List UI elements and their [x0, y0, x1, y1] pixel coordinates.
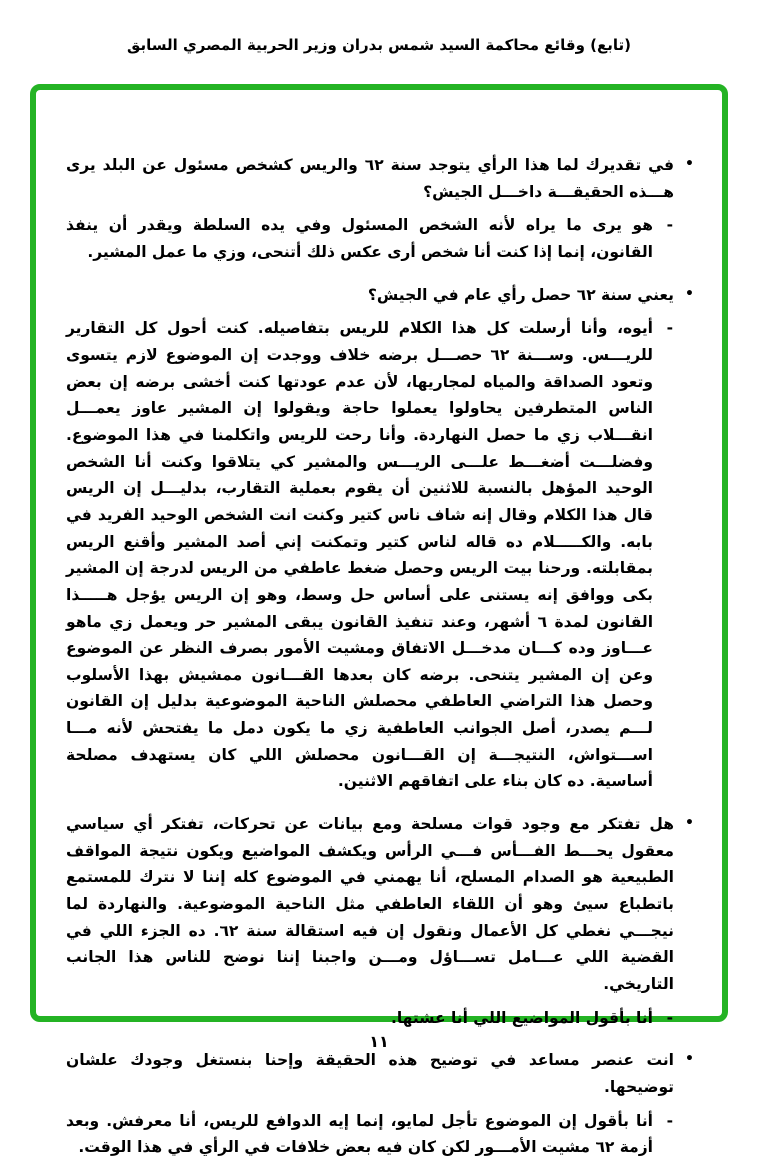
qa-text: انت عنصر مساعد في توضيح هذه الحقيقة وإحنا بنستغل وجودك علشان توضيحها. — [66, 1051, 674, 1096]
qa-text: أيوه، وأنا أرسلت كل هذا الكلام للريس بتفاصيله. كنت أحول كل التقارير للريـــس. وســـنة ٦٢ حصـــل برضه خلاف ووجدت إن الموضوع لازم يتسوى وتعود الصداقة والمياه لمجاريها، لأن عدم عودتها كنت أخشى برضه إن بعض الناس المتطرفين يحاولوا يعملوا حاجة ويقولوا إن المشير عاوز يعمـــل انقـــلاب زي ما حصل النهاردة. وأنا رحت للريس واتكلمنا في هذا الموضوع. وفضلـــت أضغـــط علـــى الريـــس والمشير كي يتلاقوا وكنت أنا الشخص الوحيد المؤهل بالنسبة للاثنين أن يقوم بعملية التقارب، بدليـــل إن الريس قال هذا الكلام وقال إنه شاف ناس كتير وكنت انت الشخص الوحيد الفريد في بابه. والكـــــلام ده قاله لناس كتير وتمكنت إني أصد المشير وأقنع الريس بمقابلته. ورحنا بيت الريس وحصل ضغط عاطفي من الريس لدرجة إن المشير بكى ووافق إنه يستنى على أساس حل وسط، وهو إن الريس يؤجل هـــــذا القانون لمدة ٦ أشهر، وعند تنفيذ القانون يبقى المشير حر ويعمل زي ماهو عـــاوز وده كـــان مدخـــل الاتفاق ومشيت الأمور بصرف النظر عن الموضوع وعن إن المشير يتنحى. برضه كان بعدها القـــانون ممشيش بهذا الأسلوب وحصل هذا التراضي العاطفي محصلش الناحية الموضوعية بدليل إن القانون لـــم يصدر، أصل الجوانب العاطفية زي ما يكون دمل ما يفتحش لأنه مـــا اســـتواش، النتيجـــة إن القـــانون محصلش اللي كان يستهدف مصلحة أساسية. ده كان بناء على اتفاقهم الاثنين. — [66, 319, 654, 791]
bullet-marker-icon: • — [685, 156, 694, 172]
qa-block — [66, 811, 694, 998]
qa-block — [66, 1047, 694, 1100]
qa-text: هو يرى ما يراه لأنه الشخص المسئول وفي يده السلطة ويقدر أن ينفذ القانون، إنما إذا كنت أنا شخص أرى عكس ذلك أتنحى، وزي ما عمل المشير. — [66, 216, 653, 261]
page-title: (تابع) وقائع محاكمة السيد شمس بدران وزير الحربية المصري السابق — [126, 36, 632, 54]
dash-marker-icon: - — [666, 216, 673, 235]
bullet-marker-icon: • — [685, 285, 694, 302]
qa-text: أنا بأقول المواضيع اللي أنا عشتها. — [390, 1008, 653, 1027]
page-number: ١١ — [369, 1032, 389, 1051]
qa-block — [66, 152, 694, 205]
dash-marker-icon: - — [666, 1111, 673, 1130]
qa-text: أنا بأقول إن الموضوع تأجل لمايو، إنما إيه الدوافع للريس، أنا معرفش. وبعد أزمة ٦٢ مشيت الأمـــور لكن كان فيه بعض خلافات في الرأي في هذا الوقت. — [66, 1111, 653, 1157]
qa-block — [66, 212, 694, 265]
qa-block — [66, 282, 694, 309]
qa-block — [66, 1005, 694, 1032]
qa-text: يعني سنة ٦٢ حصل رأي عام في الجيش؟ — [367, 285, 674, 304]
bullet-marker-icon: • — [685, 1051, 694, 1068]
qa-text: في تقديرك لما هذا الرأي يتوجد سنة ٦٢ والريس كشخص مسئول عن البلد يرى هـــذه الحقيقـــة داخـــل الجيش؟ — [66, 156, 675, 201]
qa-block — [66, 315, 694, 795]
bullet-marker-icon: • — [685, 815, 694, 832]
qa-text: هل تفتكر مع وجود قوات مسلحة ومع بيانات عن تحركات، تفتكر أي سياسي معقول يحـــط الفـــأس فـــي الرأس ويكشف المواضيع ويكون نتيجة المواقف الطبيعية هو الصدام المسلح، أنا يهمني في الموضوع كله إننا لا نترك للمستمع باتطباع سيئ وهو أن اللقاء العاطفي مثل الناحية الموضوعية. والنهاردة لما نيجـــي نغطي كل الأعمال ونقول إن فيه استقالة سنة ٦٢. ده الجزء اللي في القضية اللي عـــامل تســـاؤل ومـــن واجبنا إننا نوضح للناس هذا الجانب التاريخي. — [66, 815, 674, 994]
dash-marker-icon: - — [666, 319, 673, 338]
qa-block — [66, 1108, 694, 1161]
dash-marker-icon: - — [666, 1008, 673, 1027]
